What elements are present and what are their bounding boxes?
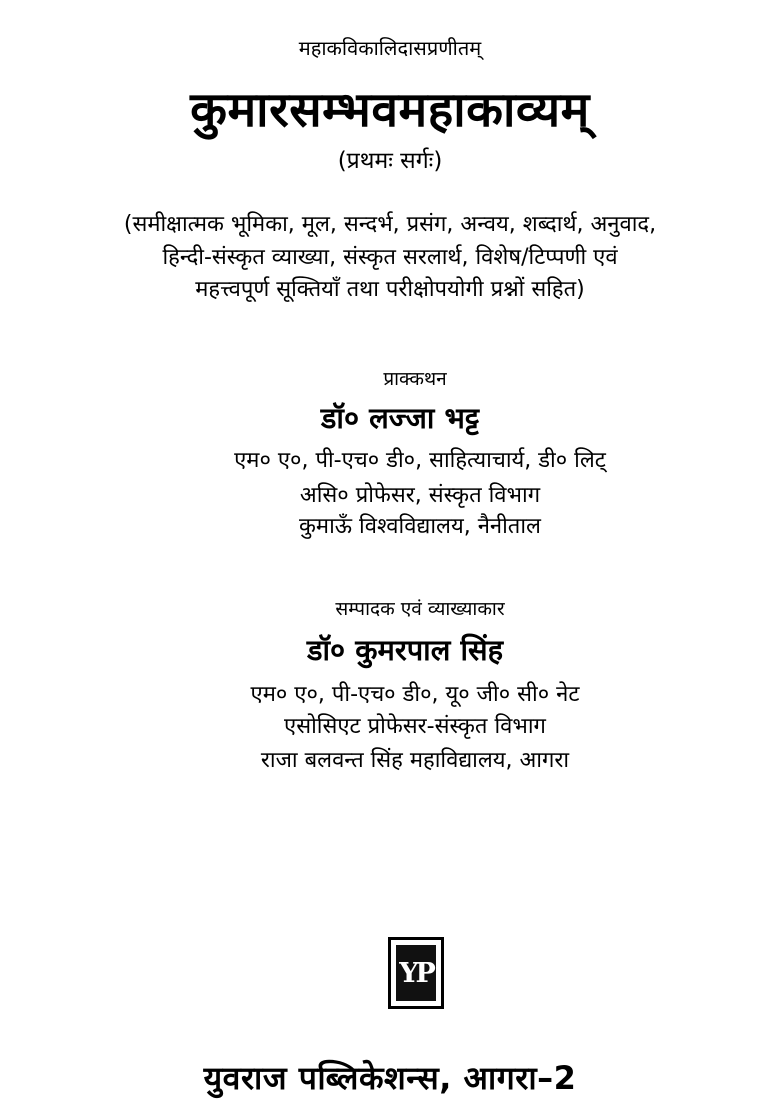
- foreword-credential-position: असि० प्रोफेसर, संस्कृत विभाग: [299, 483, 541, 508]
- publisher-name: युवराज पब्लिकेशन्स, आगरा–2: [203, 1059, 577, 1097]
- canto-label: (प्रथमः सर्गः): [337, 148, 443, 174]
- editor-credential-position: एसोसिएट प्रोफेसर-संस्कृत विभाग: [284, 714, 546, 739]
- publisher-logo-mark: YP: [396, 945, 436, 1001]
- publisher-logo: [388, 937, 444, 1009]
- description-line-2: हिन्दी-संस्कृत व्याख्या, संस्कृत सरलार्थ, विशेष/टिप्पणी एवं: [162, 245, 618, 270]
- description-line-1: (समीक्षात्मक भूमिका, मूल, सन्दर्भ, प्रसंग, अन्वय, शब्दार्थ, अनुवाद,: [123, 212, 657, 237]
- description-line-3: महत्त्वपूर्ण सूक्तियाँ तथा परीक्षोपयोगी प्रश्नों सहित): [195, 277, 585, 302]
- editor-heading: सम्पादक एवं व्याख्याकार: [335, 598, 505, 620]
- editor-credential-degrees: एम० ए०, पी-एच० डी०, यू० जी० सी० नेट: [250, 682, 580, 707]
- foreword-author-name: डॉ० लज्जा भट्ट: [320, 401, 480, 435]
- foreword-credential-degrees: एम० ए०, पी-एच० डी०, साहित्याचार्य, डी० लिट्: [234, 448, 606, 473]
- editor-credential-college: राजा बलवन्त सिंह महाविद्यालय, आगरा: [260, 748, 570, 773]
- author-attribution: महाकविकालिदासप्रणीतम्: [298, 36, 482, 60]
- foreword-heading: प्राक्कथन: [383, 368, 447, 390]
- editor-name: डॉ० कुमरपाल सिंह: [307, 633, 503, 667]
- book-title: कुमारसम्भवमहाकाव्यम्: [190, 82, 590, 138]
- foreword-credential-university: कुमाऊँ विश्वविद्यालय, नैनीताल: [299, 514, 541, 539]
